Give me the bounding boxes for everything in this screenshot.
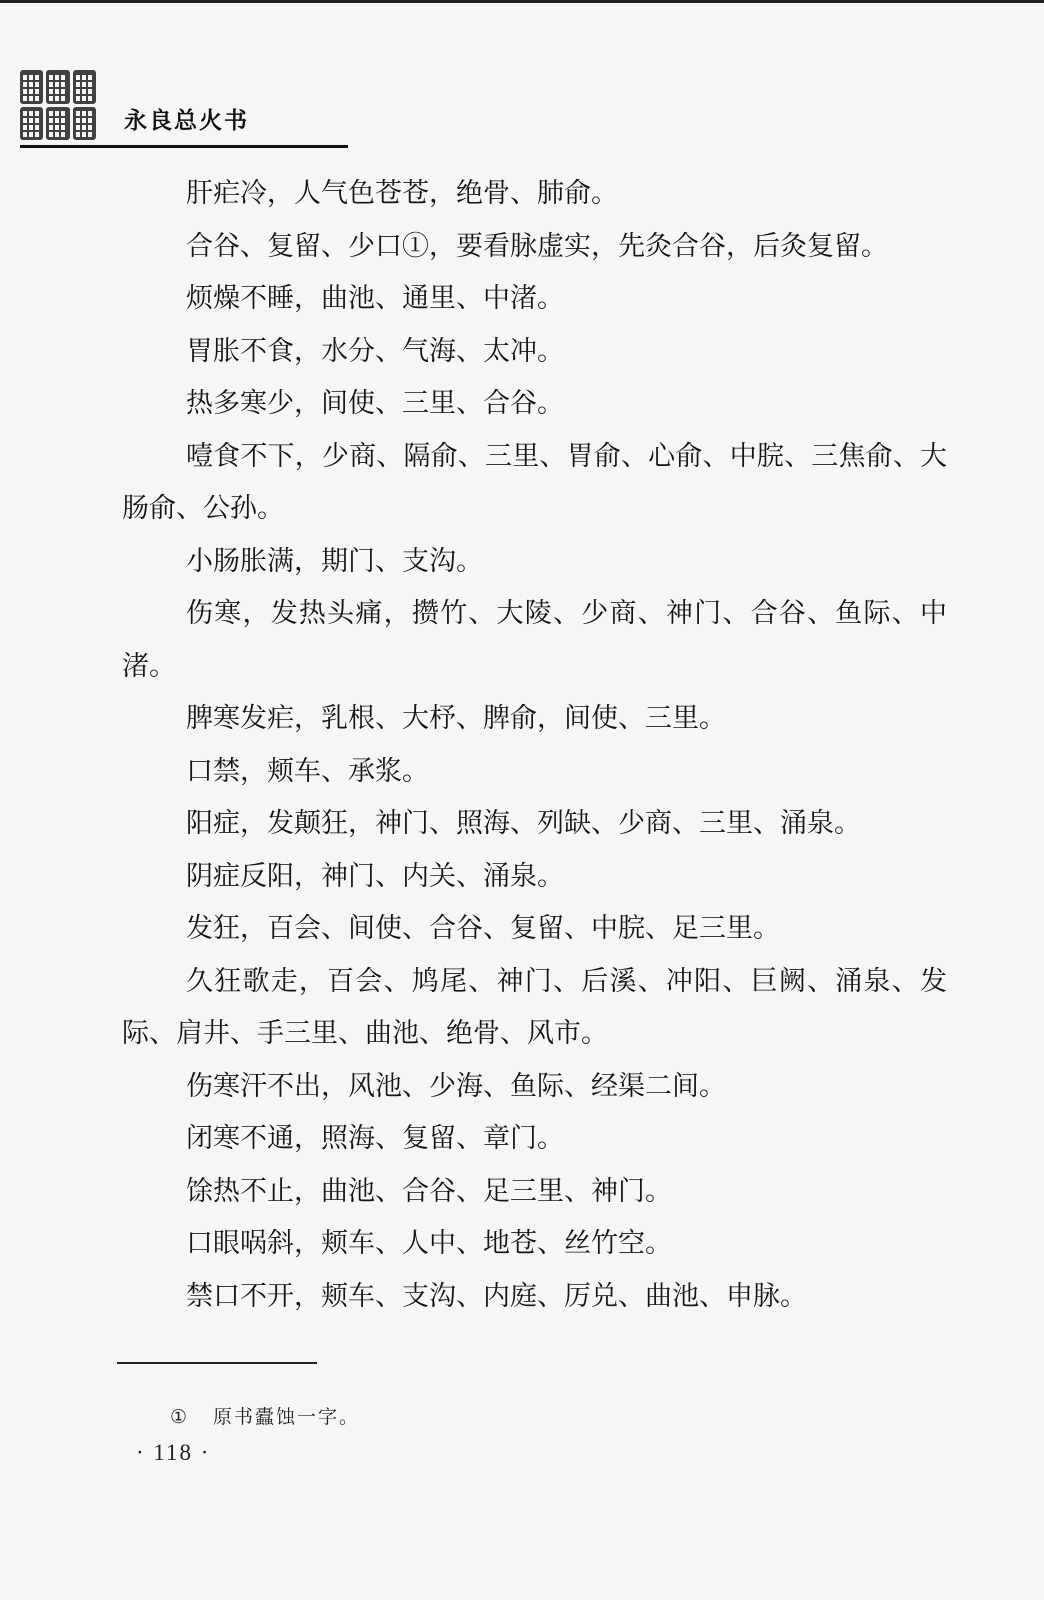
paragraph: 口眼㖞斜，颊车、人中、地苍、丝竹空。 bbox=[186, 1228, 672, 1259]
seal-block bbox=[46, 107, 69, 141]
footnote-rule bbox=[117, 1362, 317, 1364]
paragraph: 肝疟冷，人气色苍苍，绝骨、肺俞。 bbox=[186, 178, 618, 209]
paragraph: 胃胀不食，水分、气海、太冲。 bbox=[186, 335, 564, 367]
footnote-mark: ① bbox=[170, 1406, 190, 1428]
paragraph: 阴症反阳，神门、内关、涌泉。 bbox=[186, 860, 564, 892]
header-rule bbox=[20, 145, 348, 148]
paragraph: 阳症，发颠狂，神门、照海、列缺、少商、三里、涌泉。 bbox=[186, 808, 861, 839]
seal-block bbox=[20, 70, 43, 104]
footnote bbox=[170, 1402, 360, 1429]
paragraph: 烦燥不睡，曲池、通里、中渚。 bbox=[186, 283, 564, 314]
paragraph: 热多寒少，间使、三里、合谷。 bbox=[186, 388, 564, 419]
seal-block bbox=[73, 107, 96, 141]
paragraph: 伤寒汗不出，风池、少海、鱼际、经渠二间。 bbox=[186, 1070, 726, 1102]
paragraph: 久狂歌走，百会、鸠尾、神门、后溪、冲阳、巨阙、涌泉、发际、肩井、手三里、曲池、绝骨、风市。 bbox=[122, 965, 947, 1049]
seal-logo-icon bbox=[20, 70, 96, 140]
paragraph: 噎食不下，少商、隔俞、三里、胃俞、心俞、中脘、三焦俞、大肠俞、公孙。 bbox=[122, 440, 947, 524]
paragraph: 发狂，百会、间使、合谷、复留、中脘、足三里。 bbox=[186, 913, 780, 944]
paragraph: 口禁，颊车、承浆。 bbox=[186, 755, 429, 787]
paragraph: 禁口不开，颊车、支沟、内庭、厉兑、曲池、申脉。 bbox=[186, 1280, 807, 1312]
seal-block bbox=[20, 107, 43, 141]
paragraph: 伤寒，发热头痛，攒竹、大陵、少商、神门、合谷、鱼际、中渚。 bbox=[122, 598, 947, 682]
seal-block bbox=[46, 70, 69, 104]
body-text bbox=[122, 168, 947, 1323]
footnote-text: 原书蠹蚀一字。 bbox=[213, 1406, 361, 1428]
paragraph: 闭寒不通，照海、复留、章门。 bbox=[186, 1123, 564, 1154]
running-title: 永良总火书 bbox=[124, 108, 249, 134]
paragraph: 合谷、复留、少口①，要看脉虚实，先灸合谷，后灸复留。 bbox=[186, 230, 888, 262]
top-border-line bbox=[0, 0, 1044, 3]
paragraph: 小肠胀满，期门、支沟。 bbox=[186, 545, 483, 577]
seal-block bbox=[73, 70, 96, 104]
paragraph: 馀热不止，曲池、合谷、足三里、神门。 bbox=[186, 1175, 672, 1207]
page-number: · 118 · bbox=[136, 1440, 211, 1465]
paragraph: 脾寒发疟，乳根、大杼、脾俞，间使、三里。 bbox=[186, 703, 726, 734]
